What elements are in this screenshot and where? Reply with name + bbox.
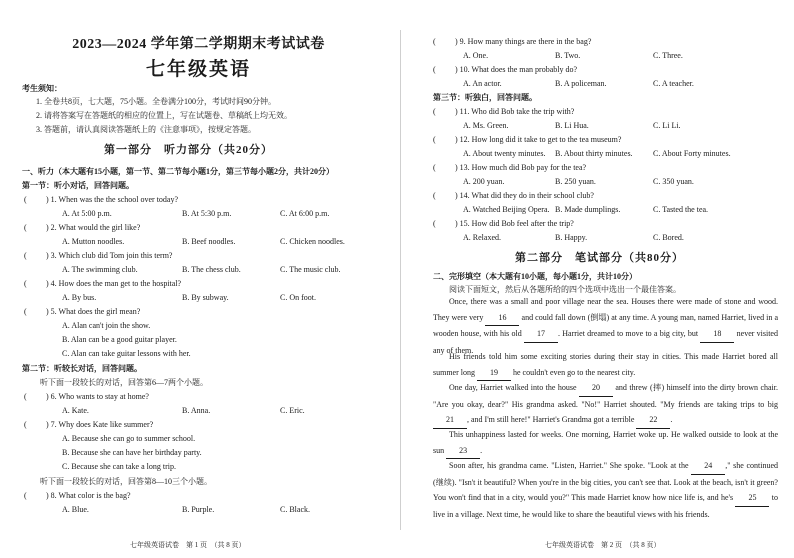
q2-option-c[interactable]: C. Chicken noodles. [280,237,345,246]
blank-18[interactable]: 18 [700,326,734,343]
question-7: ( ) 7. Why does Kate like summer? [24,420,154,429]
part2-title: 第二部分 笔试部分（共80分） [515,252,684,264]
q8-option-b[interactable]: B. Purple. [182,505,215,514]
blank-23[interactable]: 23 [446,443,480,460]
blank-20[interactable]: 20 [579,380,613,397]
q9-option-b[interactable]: B. Two. [555,51,581,60]
sec1-heading: 第一节：听小对话，回答问题。 [22,181,134,190]
exam-subject: 七年级英语 [145,59,251,80]
blank-22[interactable]: 22 [636,412,670,429]
q8-option-c[interactable]: C. Black. [280,505,310,514]
q4-option-b[interactable]: B. By subway. [182,293,229,302]
q2-option-b[interactable]: B. Beef noodles. [182,237,236,246]
q5-option-c[interactable]: C. Alan can take guitar lessons with her. [62,349,191,358]
q10-option-a[interactable]: A. An actor. [463,79,502,88]
q14-option-c[interactable]: C. Tasted the tea. [653,205,709,214]
q11-option-c[interactable]: C. Li Li. [653,121,681,130]
q3-option-c[interactable]: C. The music club. [280,265,341,274]
q15-option-c[interactable]: C. Bored. [653,233,684,242]
sec2-heading: 第二节：听较长对话，回答问题。 [22,364,142,373]
q14-option-a[interactable]: A. Watched Beijing Opera. [463,205,550,214]
footer-left: 七年级英语试卷 第 1 页 （共 8 页） [130,541,246,549]
q3-option-b[interactable]: B. The chess club. [182,265,241,274]
q13-option-c[interactable]: C. 350 yuan. [653,177,694,186]
page-right [405,0,794,558]
cloze-paragraph-5: Soon after, his grandma came. "Listen, Harriet." She spoke. "Look at the 24 ," she continued (继续). "Isn't it beautiful? When you're in the big cities, you can't see that. Look at the beach, isn't it green? You won't find that in a city, would you?" This made Harriet know how nice life is, and he's 25 to live in a village. Next time, he would like to share the beautiful views with his friends. [433,458,778,522]
sec2-instruction-b: 听下面一段较长的对话，回答第8—10三个小题。 [40,477,212,486]
q9-option-c[interactable]: C. Three. [653,51,683,60]
cloze-instruction: 阅读下面短文，然后从各题所给的四个选项中选出一个最佳答案。 [449,285,681,294]
note-2: 2. 请将答案写在答题纸的相应的位置上，写在试题卷、草稿纸上均无效。 [36,111,292,120]
blank-16[interactable]: 16 [485,310,519,327]
q11-option-b[interactable]: B. Li Hua. [555,121,589,130]
q13-option-b[interactable]: B. 250 yuan. [555,177,596,186]
part1-title: 第一部分 听力部分（共20分） [104,144,273,156]
q10-option-c[interactable]: C. A teacher. [653,79,694,88]
note-1: 1. 全卷共8页，七大题，75小题。全卷满分100分，考试时间90分钟。 [36,97,276,106]
q12-option-a[interactable]: A. About twenty minutes. [463,149,546,158]
cloze-paragraph-2: His friends told him some exciting stories during their stay in cities. This made Harriet bored all summer long 19 he couldn't even go to the nearest city. [433,349,778,381]
q7-option-b[interactable]: B. Because she can have her birthday party. [62,448,202,457]
question-3: ( ) 3. Which club did Tom join this term? [24,251,173,260]
cloze-heading: 二、完形填空（本大题有10小题，每小题1分，共计10分） [433,272,637,281]
q1-option-a[interactable]: A. At 5:00 p.m. [62,209,112,218]
footer-right: 七年级英语试卷 第 2 页 （共 8 页） [545,541,661,549]
blank-25[interactable]: 25 [735,490,769,507]
q14-option-b[interactable]: B. Made dumplings. [555,205,621,214]
q7-option-c[interactable]: C. Because she can take a long trip. [62,462,176,471]
q4-option-a[interactable]: A. By bus. [62,293,97,302]
question-12: ( ) 12. How long did it take to get to the tea museum? [433,135,622,144]
blank-17[interactable]: 17 [524,326,558,343]
q10-option-b[interactable]: B. A policeman. [555,79,607,88]
note-3: 3. 答题前，请认真阅读答题纸上的《注意事项》，按规定答题。 [36,125,256,134]
cloze-paragraph-3: One day, Harriet walked into the house 20 and threw (摔) himself into the dirty brown chair. "Are you okay, dear?" His grandma asked. "No!" Harriet shouted. "My friends are taking trips to big 21 , and I'm still here!" Harriet's Grandma got a terrible 22 . [433,380,778,429]
q1-option-b[interactable]: B. At 5:30 p.m. [182,209,232,218]
q12-option-c[interactable]: C. About Forty minutes. [653,149,731,158]
q8-option-a[interactable]: A. Blue. [62,505,89,514]
question-8: ( ) 8. What color is the bag? [24,491,131,500]
sec3-heading: 第三节：听独白，回答问题。 [433,93,537,102]
q15-option-b[interactable]: B. Happy. [555,233,588,242]
question-15: ( ) 15. How did Bob feel after the trip? [433,219,574,228]
q6-option-a[interactable]: A. Kate. [62,406,89,415]
q9-option-a[interactable]: A. One. [463,51,489,60]
q7-option-a[interactable]: A. Because she can go to summer school. [62,434,196,443]
question-6: ( ) 6. Who wants to stay at home? [24,392,149,401]
question-4: ( ) 4. How does the man get to the hospital? [24,279,182,288]
q13-option-a[interactable]: A. 200 yuan. [463,177,505,186]
q12-option-b[interactable]: B. About thirty minutes. [555,149,633,158]
question-13: ( ) 13. How much did Bob pay for the tea? [433,163,587,172]
q5-option-b[interactable]: B. Alan can be a good guitar player. [62,335,177,344]
question-9: ( ) 9. How many things are there in the bag? [433,37,592,46]
q15-option-a[interactable]: A. Relaxed. [463,233,501,242]
q6-option-c[interactable]: C. Eric. [280,406,305,415]
q1-option-c[interactable]: C. At 6:00 p.m. [280,209,330,218]
exam-title: 2023—2024 学年第二学期期末考试试卷 [72,37,325,52]
q3-option-a[interactable]: A. The swimming club. [62,265,138,274]
sec2-instruction-a: 听下面一段较长的对话，回答第6—7两个小题。 [40,378,208,387]
q4-option-c[interactable]: C. On foot. [280,293,316,302]
q11-option-a[interactable]: A. Ms. Green. [463,121,509,130]
blank-21[interactable]: 21 [433,412,467,429]
blank-19[interactable]: 19 [477,365,511,382]
cloze-paragraph-1: Once, there was a small and poor village near the sea. Houses there were made of stone and wood. They were very 16 and could fall down (倒塌) at any time. A young man, named Harriet, lived in a wooden house, with his old 17 . Harriet dreamed to move to a big city, but 18 never visited any of them. [433,297,778,355]
notes-heading: 考生须知： [22,84,62,93]
q5-option-a[interactable]: A. Alan can't join the show. [62,321,151,330]
question-1: ( ) 1. When was the the school over today? [24,195,179,204]
cloze-paragraph-4: This unhappiness lasted for weeks. One morning, Harriet woke up. He walked outside to look at the sun 23 . [433,427,778,459]
page-divider [400,30,401,530]
question-11: ( ) 11. Who did Bob take the trip with? [433,107,575,116]
q2-option-a[interactable]: A. Mutton noodles. [62,237,125,246]
question-5: ( ) 5. What does the girl mean? [24,307,141,316]
question-2: ( ) 2. What would the girl like? [24,223,141,232]
section1-heading: 一、听力（本大题有15小题，第一节、第二节每小题1分，第三节每小题2分，共计20分） [22,167,334,176]
blank-24[interactable]: 24 [691,458,725,475]
question-10: ( ) 10. What does the man probably do? [433,65,578,74]
question-14: ( ) 14. What did they do in their school club? [433,191,594,200]
q6-option-b[interactable]: B. Anna. [182,406,211,415]
